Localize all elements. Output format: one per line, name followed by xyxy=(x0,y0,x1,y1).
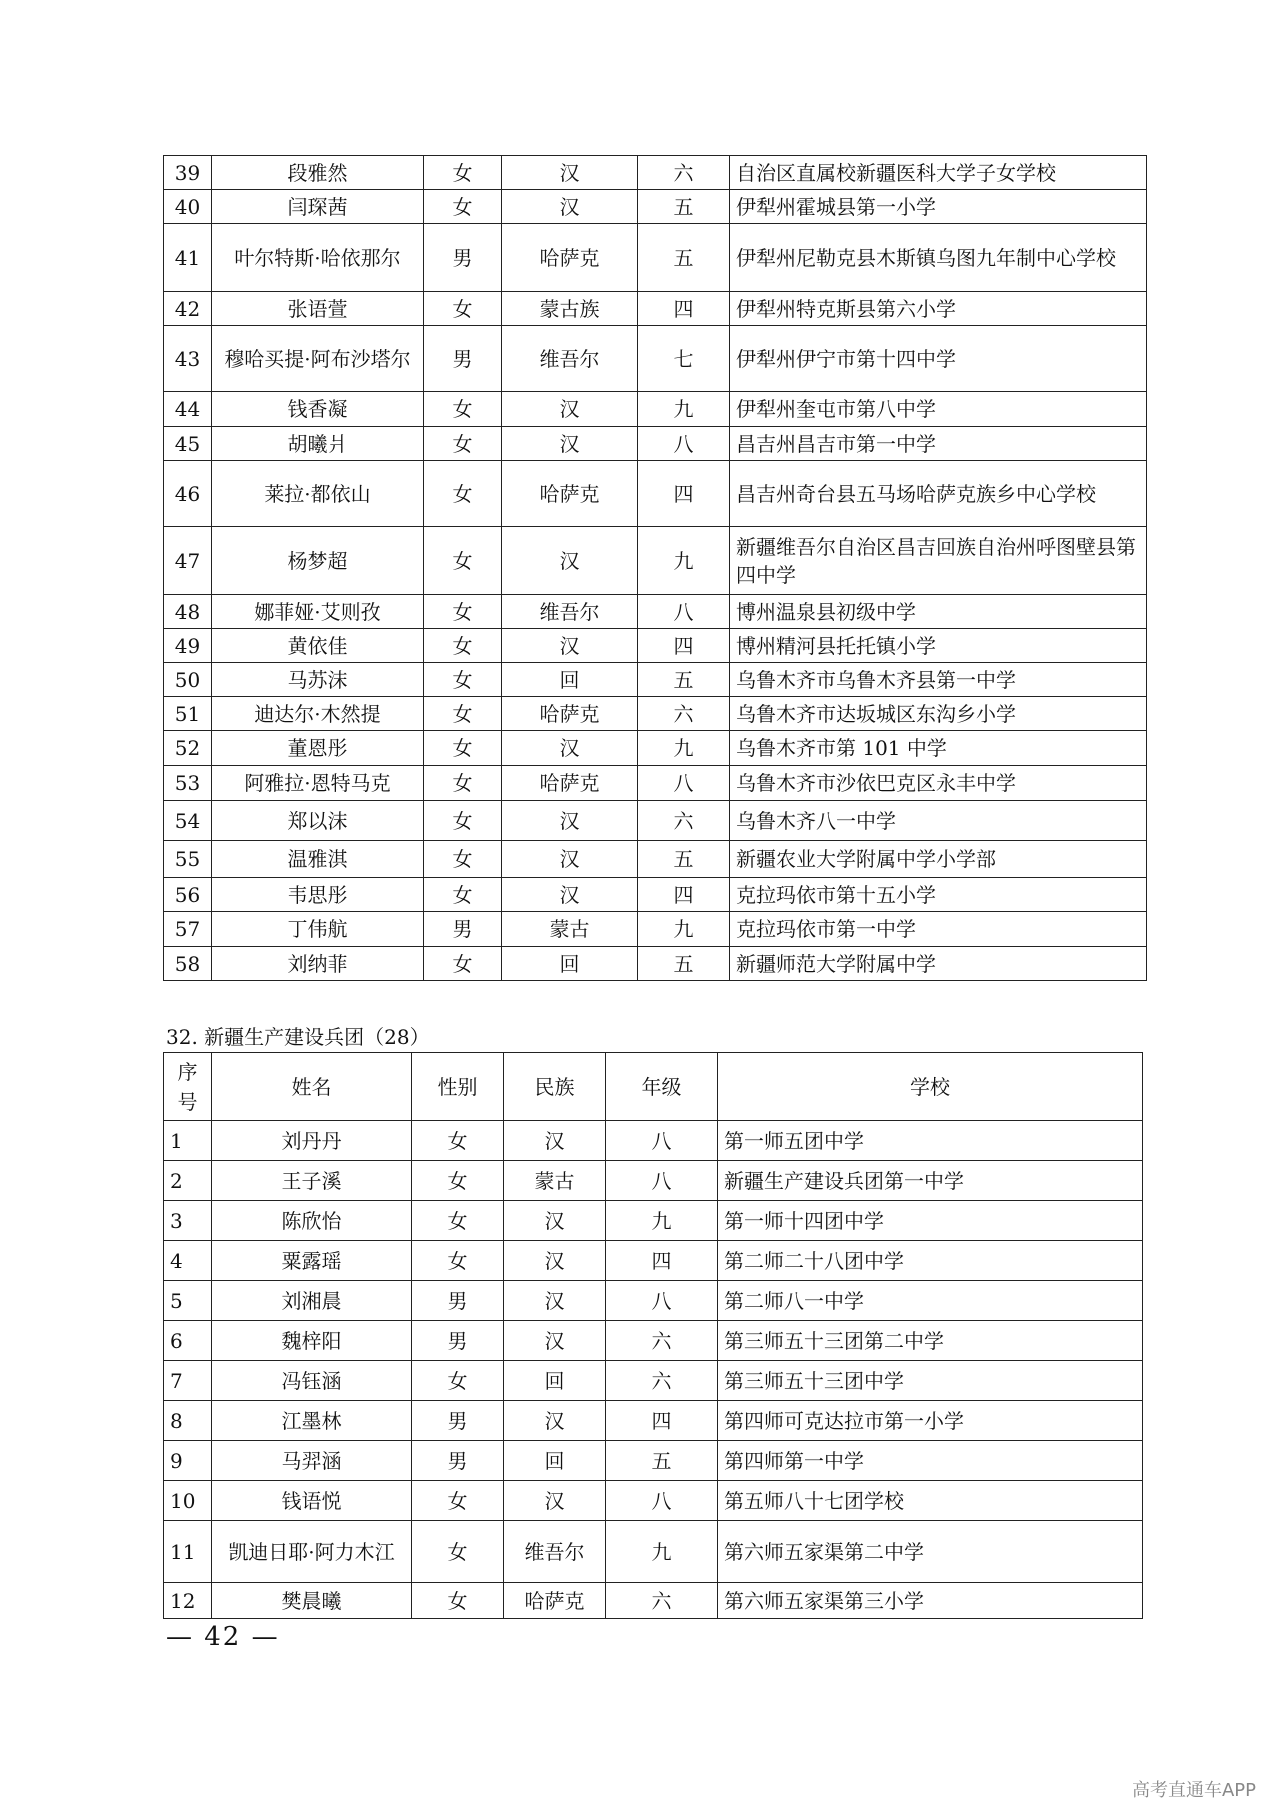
table-row xyxy=(164,190,1147,224)
cell-school: 克拉玛依市第十五小学 xyxy=(730,878,1147,912)
cell-name: 樊晨曦 xyxy=(212,1583,412,1619)
table-row xyxy=(164,1361,1143,1401)
cell-school: 伊犁州尼勒克县木斯镇乌图九年制中心学校 xyxy=(730,224,1147,292)
cell-name: 阿雅拉·恩特马克 xyxy=(212,766,424,801)
cell-grade: 四 xyxy=(606,1241,718,1281)
cell-gender: 女 xyxy=(424,801,502,841)
cell-ethnicity: 维吾尔 xyxy=(502,595,638,629)
cell-grade: 八 xyxy=(606,1481,718,1521)
cell-grade: 九 xyxy=(638,527,730,595)
cell-name: 冯钰涵 xyxy=(212,1361,412,1401)
cell-grade: 四 xyxy=(606,1401,718,1441)
cell-ethnicity: 汉 xyxy=(502,629,638,663)
table-row xyxy=(164,527,1147,595)
cell-no: 8 xyxy=(164,1401,212,1441)
table-row xyxy=(164,912,1147,947)
cell-grade: 六 xyxy=(606,1361,718,1401)
cell-name: 王子溪 xyxy=(212,1161,412,1201)
cell-gender: 女 xyxy=(412,1521,504,1583)
cell-grade: 五 xyxy=(606,1441,718,1481)
cell-ethnicity: 汉 xyxy=(502,841,638,878)
table-row xyxy=(164,1161,1143,1201)
cell-school: 第三师五十三团中学 xyxy=(718,1361,1143,1401)
cell-no: 39 xyxy=(164,156,212,190)
table-row xyxy=(164,1281,1143,1321)
cell-gender: 男 xyxy=(424,912,502,947)
cell-gender: 男 xyxy=(412,1401,504,1441)
cell-gender: 女 xyxy=(412,1481,504,1521)
cell-gender: 女 xyxy=(424,697,502,731)
cell-name: 刘纳菲 xyxy=(212,947,424,981)
cell-name: 马苏沫 xyxy=(212,663,424,697)
cell-school: 新疆农业大学附属中学小学部 xyxy=(730,841,1147,878)
cell-school: 自治区直属校新疆医科大学子女学校 xyxy=(730,156,1147,190)
cell-name: 凯迪日耶·阿力木江 xyxy=(212,1521,412,1583)
cell-ethnicity: 汉 xyxy=(502,731,638,766)
table-row xyxy=(164,461,1147,527)
cell-no: 41 xyxy=(164,224,212,292)
cell-grade: 四 xyxy=(638,629,730,663)
cell-name: 段雅然 xyxy=(212,156,424,190)
cell-grade: 八 xyxy=(606,1161,718,1201)
cell-grade: 六 xyxy=(606,1583,718,1619)
cell-ethnicity: 回 xyxy=(504,1441,606,1481)
cell-school: 第二师八一中学 xyxy=(718,1281,1143,1321)
cell-ethnicity: 汉 xyxy=(502,878,638,912)
cell-name: 胡曦爿 xyxy=(212,427,424,461)
cell-name: 张语萱 xyxy=(212,292,424,326)
cell-name: 钱语悦 xyxy=(212,1481,412,1521)
cell-ethnicity: 蒙古 xyxy=(504,1161,606,1201)
cell-ethnicity: 回 xyxy=(502,663,638,697)
cell-grade: 八 xyxy=(638,766,730,801)
cell-gender: 男 xyxy=(412,1321,504,1361)
header-ethnicity: 民族 xyxy=(504,1053,606,1121)
table-row xyxy=(164,663,1147,697)
table-row xyxy=(164,326,1147,392)
cell-no: 45 xyxy=(164,427,212,461)
cell-ethnicity: 汉 xyxy=(504,1321,606,1361)
cell-school: 第五师八十七团学校 xyxy=(718,1481,1143,1521)
cell-name: 娜菲娅·艾则孜 xyxy=(212,595,424,629)
cell-no: 40 xyxy=(164,190,212,224)
table-row xyxy=(164,1481,1143,1521)
cell-no: 55 xyxy=(164,841,212,878)
table-row xyxy=(164,878,1147,912)
cell-gender: 女 xyxy=(412,1241,504,1281)
cell-no: 48 xyxy=(164,595,212,629)
cell-ethnicity: 汉 xyxy=(502,190,638,224)
cell-grade: 九 xyxy=(606,1201,718,1241)
cell-school: 克拉玛依市第一中学 xyxy=(730,912,1147,947)
cell-grade: 四 xyxy=(638,292,730,326)
cell-grade: 五 xyxy=(638,224,730,292)
cell-school: 第六师五家渠第三小学 xyxy=(718,1583,1143,1619)
cell-gender: 男 xyxy=(424,224,502,292)
table-row xyxy=(164,1121,1143,1161)
student-table-continued xyxy=(163,155,1147,981)
cell-grade: 九 xyxy=(606,1521,718,1583)
header-gender: 性别 xyxy=(412,1053,504,1121)
cell-ethnicity: 汉 xyxy=(504,1201,606,1241)
cell-no: 43 xyxy=(164,326,212,392)
cell-name: 杨梦超 xyxy=(212,527,424,595)
cell-grade: 七 xyxy=(638,326,730,392)
cell-grade: 六 xyxy=(606,1321,718,1361)
cell-ethnicity: 汉 xyxy=(504,1121,606,1161)
cell-ethnicity: 汉 xyxy=(502,801,638,841)
table-row xyxy=(164,1321,1143,1361)
cell-grade: 八 xyxy=(638,595,730,629)
cell-school: 第三师五十三团第二中学 xyxy=(718,1321,1143,1361)
table-row xyxy=(164,427,1147,461)
cell-grade: 九 xyxy=(638,912,730,947)
page-number: — 42 — xyxy=(166,1622,280,1652)
cell-gender: 女 xyxy=(412,1583,504,1619)
table-row xyxy=(164,841,1147,878)
cell-ethnicity: 哈萨克 xyxy=(504,1583,606,1619)
cell-name: 魏梓阳 xyxy=(212,1321,412,1361)
cell-school: 乌鲁木齐八一中学 xyxy=(730,801,1147,841)
cell-school: 第二师二十八团中学 xyxy=(718,1241,1143,1281)
table-row xyxy=(164,801,1147,841)
cell-no: 56 xyxy=(164,878,212,912)
cell-no: 47 xyxy=(164,527,212,595)
cell-ethnicity: 汉 xyxy=(502,156,638,190)
cell-grade: 五 xyxy=(638,663,730,697)
header-no: 序号 xyxy=(164,1053,212,1121)
table-row xyxy=(164,1241,1143,1281)
cell-ethnicity: 哈萨克 xyxy=(502,697,638,731)
cell-gender: 女 xyxy=(424,292,502,326)
cell-grade: 八 xyxy=(606,1121,718,1161)
cell-grade: 五 xyxy=(638,947,730,981)
cell-no: 58 xyxy=(164,947,212,981)
cell-ethnicity: 汉 xyxy=(504,1481,606,1521)
cell-gender: 女 xyxy=(424,663,502,697)
cell-gender: 女 xyxy=(424,156,502,190)
cell-gender: 女 xyxy=(424,629,502,663)
table-row xyxy=(164,1441,1143,1481)
cell-ethnicity: 汉 xyxy=(502,527,638,595)
cell-gender: 女 xyxy=(424,461,502,527)
cell-no: 7 xyxy=(164,1361,212,1401)
cell-gender: 女 xyxy=(412,1121,504,1161)
table-row xyxy=(164,766,1147,801)
cell-no: 6 xyxy=(164,1321,212,1361)
cell-name: 闫琛茜 xyxy=(212,190,424,224)
table-row xyxy=(164,947,1147,981)
cell-name: 江墨林 xyxy=(212,1401,412,1441)
cell-no: 57 xyxy=(164,912,212,947)
cell-no: 46 xyxy=(164,461,212,527)
cell-no: 11 xyxy=(164,1521,212,1583)
cell-school: 第一师十四团中学 xyxy=(718,1201,1143,1241)
cell-school: 乌鲁木齐市第 101 中学 xyxy=(730,731,1147,766)
cell-school: 博州精河县托托镇小学 xyxy=(730,629,1147,663)
table-row xyxy=(164,224,1147,292)
cell-no: 4 xyxy=(164,1241,212,1281)
cell-no: 50 xyxy=(164,663,212,697)
cell-gender: 女 xyxy=(424,766,502,801)
cell-grade: 九 xyxy=(638,392,730,427)
cell-school: 伊犁州霍城县第一小学 xyxy=(730,190,1147,224)
cell-no: 51 xyxy=(164,697,212,731)
cell-gender: 女 xyxy=(424,595,502,629)
cell-name: 黄依佳 xyxy=(212,629,424,663)
header-grade: 年级 xyxy=(606,1053,718,1121)
table-row xyxy=(164,156,1147,190)
cell-no: 54 xyxy=(164,801,212,841)
cell-ethnicity: 维吾尔 xyxy=(504,1521,606,1583)
cell-school: 第一师五团中学 xyxy=(718,1121,1143,1161)
cell-school: 第六师五家渠第二中学 xyxy=(718,1521,1143,1583)
cell-gender: 女 xyxy=(424,947,502,981)
cell-ethnicity: 哈萨克 xyxy=(502,224,638,292)
cell-grade: 八 xyxy=(606,1281,718,1321)
cell-no: 5 xyxy=(164,1281,212,1321)
cell-grade: 八 xyxy=(638,427,730,461)
cell-gender: 女 xyxy=(424,731,502,766)
cell-gender: 男 xyxy=(412,1441,504,1481)
cell-no: 9 xyxy=(164,1441,212,1481)
cell-school: 乌鲁木齐市乌鲁木齐县第一中学 xyxy=(730,663,1147,697)
cell-name: 钱香凝 xyxy=(212,392,424,427)
cell-no: 49 xyxy=(164,629,212,663)
cell-ethnicity: 蒙古族 xyxy=(502,292,638,326)
cell-gender: 男 xyxy=(412,1281,504,1321)
cell-school: 第四师可克达拉市第一小学 xyxy=(718,1401,1143,1441)
cell-gender: 女 xyxy=(424,427,502,461)
cell-grade: 六 xyxy=(638,156,730,190)
cell-ethnicity: 汉 xyxy=(504,1241,606,1281)
table-row xyxy=(164,731,1147,766)
cell-school: 新疆师范大学附属中学 xyxy=(730,947,1147,981)
cell-school: 伊犁州伊宁市第十四中学 xyxy=(730,326,1147,392)
cell-no: 2 xyxy=(164,1161,212,1201)
cell-grade: 五 xyxy=(638,841,730,878)
bingtuan-student-table xyxy=(163,1052,1143,1619)
table-row xyxy=(164,1521,1143,1583)
cell-name: 马羿涵 xyxy=(212,1441,412,1481)
table-header-row xyxy=(164,1053,1143,1121)
cell-school: 昌吉州奇台县五马场哈萨克族乡中心学校 xyxy=(730,461,1147,527)
cell-no: 52 xyxy=(164,731,212,766)
table-row xyxy=(164,292,1147,326)
cell-grade: 四 xyxy=(638,878,730,912)
section-title: 32. 新疆生产建设兵团（28） xyxy=(166,1025,430,1049)
cell-name: 丁伟航 xyxy=(212,912,424,947)
cell-school: 昌吉州昌吉市第一中学 xyxy=(730,427,1147,461)
cell-grade: 九 xyxy=(638,731,730,766)
cell-gender: 女 xyxy=(424,190,502,224)
cell-school: 第四师第一中学 xyxy=(718,1441,1143,1481)
cell-ethnicity: 维吾尔 xyxy=(502,326,638,392)
table-row xyxy=(164,392,1147,427)
cell-name: 温雅淇 xyxy=(212,841,424,878)
table-row xyxy=(164,1401,1143,1441)
cell-school: 伊犁州特克斯县第六小学 xyxy=(730,292,1147,326)
cell-no: 3 xyxy=(164,1201,212,1241)
header-school: 学校 xyxy=(718,1053,1143,1121)
cell-ethnicity: 汉 xyxy=(502,427,638,461)
cell-gender: 女 xyxy=(424,392,502,427)
cell-gender: 女 xyxy=(424,878,502,912)
cell-ethnicity: 哈萨克 xyxy=(502,461,638,527)
watermark: 高考直通车APP xyxy=(1131,1780,1256,1801)
cell-gender: 女 xyxy=(412,1361,504,1401)
cell-name: 郑以沫 xyxy=(212,801,424,841)
cell-gender: 女 xyxy=(412,1161,504,1201)
cell-name: 刘湘晨 xyxy=(212,1281,412,1321)
cell-school: 乌鲁木齐市达坂城区东沟乡小学 xyxy=(730,697,1147,731)
cell-ethnicity: 蒙古 xyxy=(502,912,638,947)
cell-no: 10 xyxy=(164,1481,212,1521)
cell-no: 12 xyxy=(164,1583,212,1619)
cell-no: 53 xyxy=(164,766,212,801)
cell-school: 新疆维吾尔自治区昌吉回族自治州呼图壁县第四中学 xyxy=(730,527,1147,595)
cell-gender: 男 xyxy=(424,326,502,392)
table-row xyxy=(164,629,1147,663)
cell-name: 陈欣怡 xyxy=(212,1201,412,1241)
cell-ethnicity: 汉 xyxy=(502,392,638,427)
cell-no: 44 xyxy=(164,392,212,427)
cell-gender: 女 xyxy=(412,1201,504,1241)
cell-school: 伊犁州奎屯市第八中学 xyxy=(730,392,1147,427)
cell-name: 刘丹丹 xyxy=(212,1121,412,1161)
cell-name: 迪达尔·木然提 xyxy=(212,697,424,731)
cell-ethnicity: 回 xyxy=(502,947,638,981)
cell-grade: 四 xyxy=(638,461,730,527)
cell-ethnicity: 汉 xyxy=(504,1281,606,1321)
cell-grade: 五 xyxy=(638,190,730,224)
cell-school: 乌鲁木齐市沙依巴克区永丰中学 xyxy=(730,766,1147,801)
cell-gender: 女 xyxy=(424,527,502,595)
table-row xyxy=(164,595,1147,629)
cell-grade: 六 xyxy=(638,801,730,841)
cell-name: 莱拉·都依山 xyxy=(212,461,424,527)
table-row xyxy=(164,1201,1143,1241)
cell-school: 博州温泉县初级中学 xyxy=(730,595,1147,629)
cell-name: 穆哈买提·阿布沙塔尔 xyxy=(212,326,424,392)
cell-ethnicity: 回 xyxy=(504,1361,606,1401)
header-name: 姓名 xyxy=(212,1053,412,1121)
cell-no: 1 xyxy=(164,1121,212,1161)
table-row xyxy=(164,1583,1143,1619)
cell-name: 韦思彤 xyxy=(212,878,424,912)
cell-grade: 六 xyxy=(638,697,730,731)
cell-name: 董恩彤 xyxy=(212,731,424,766)
cell-ethnicity: 哈萨克 xyxy=(502,766,638,801)
table-row xyxy=(164,697,1147,731)
cell-ethnicity: 汉 xyxy=(504,1401,606,1441)
cell-name: 叶尔特斯·哈依那尔 xyxy=(212,224,424,292)
cell-gender: 女 xyxy=(424,841,502,878)
cell-no: 42 xyxy=(164,292,212,326)
cell-name: 粟露瑶 xyxy=(212,1241,412,1281)
cell-school: 新疆生产建设兵团第一中学 xyxy=(718,1161,1143,1201)
